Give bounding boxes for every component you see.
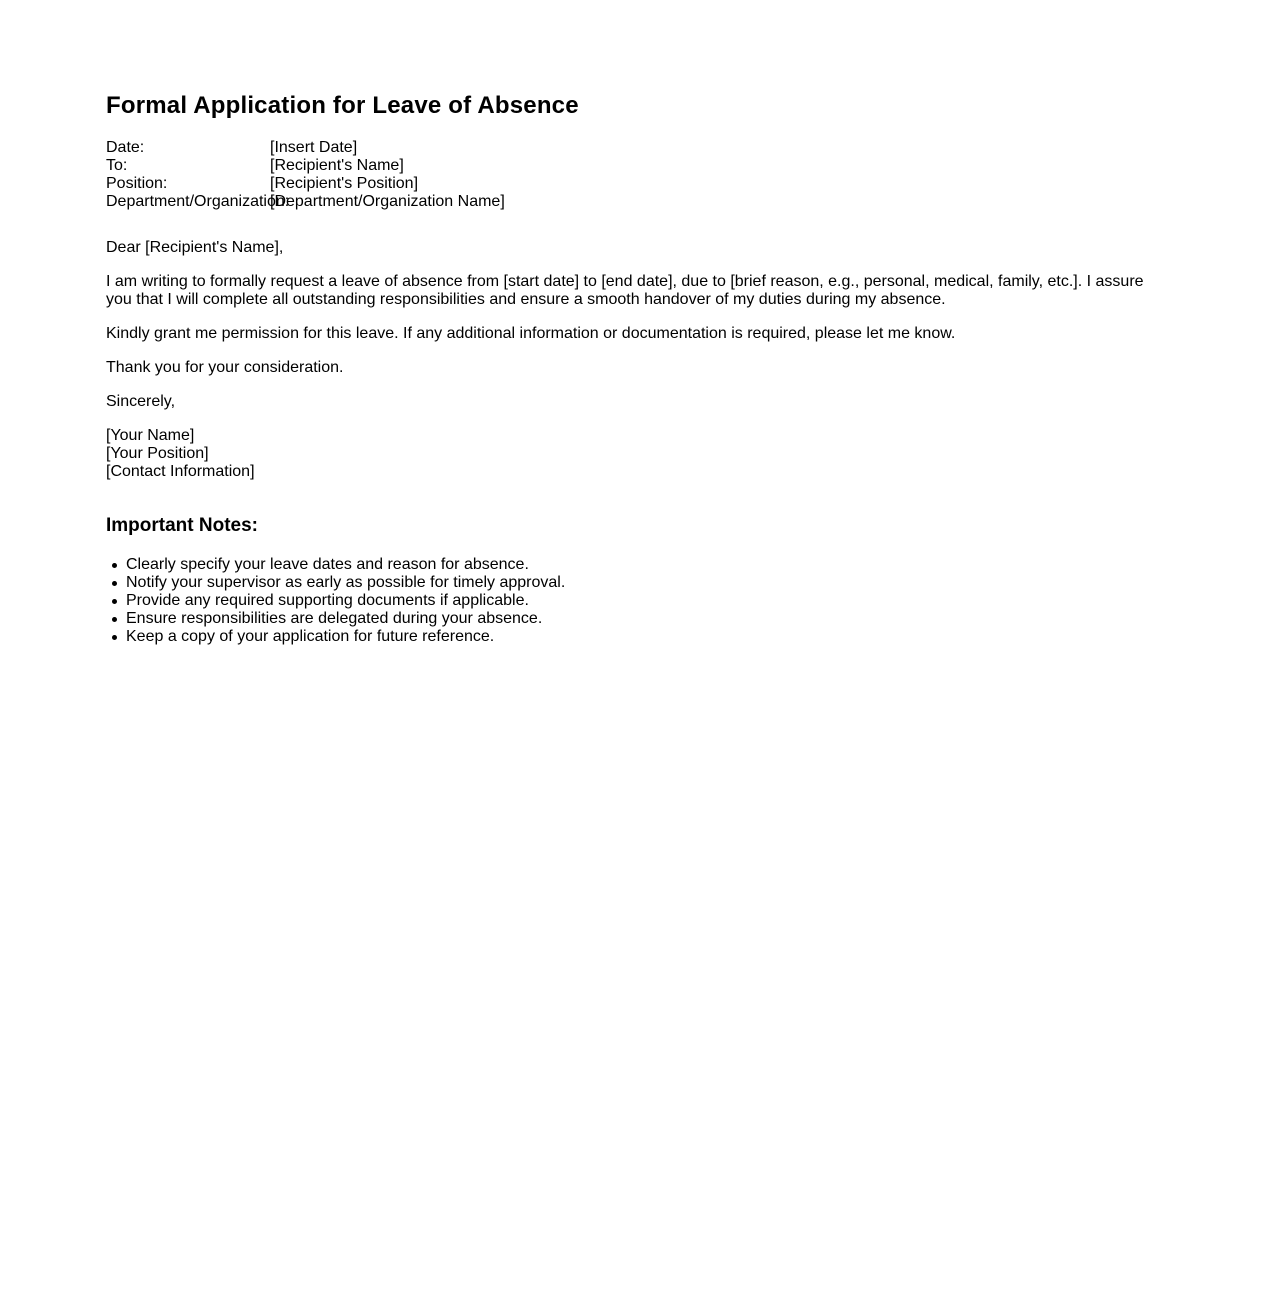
notes-list <box>106 556 565 646</box>
meta-label: To: <box>106 157 128 174</box>
letter-body <box>106 239 1156 497</box>
signature-position: [Your Position] <box>106 445 209 462</box>
list-item <box>126 574 565 592</box>
meta-value: [Department/Organization Name] <box>270 193 505 210</box>
meta-value: [Insert Date] <box>270 139 358 156</box>
list-item <box>126 592 565 610</box>
bullet-icon <box>112 581 117 586</box>
list-item <box>126 628 565 646</box>
letter-paragraph-request: I am writing to formally request a leave of absence from [start date] to [end date], due to [brief reason, e.g., personal, medical, family, etc.]. I assure you that I will complete all outstanding responsibilities and ensure a smooth handover of my duties during my absence. <box>106 273 1144 308</box>
list-item <box>126 556 565 574</box>
note-text: Ensure responsibilities are delegated during your absence. <box>126 610 543 627</box>
meta-value: [Recipient's Position] <box>270 175 419 192</box>
meta-label: Date: <box>106 139 145 156</box>
note-text: Clearly specify your leave dates and reason for absence. <box>126 556 529 573</box>
signature-block <box>106 427 1156 481</box>
meta-label: Department/Organization: <box>106 193 290 210</box>
bullet-icon <box>112 599 117 604</box>
note-text: Provide any required supporting documents if applicable. <box>126 592 529 609</box>
page-title: Formal Application for Leave of Absence <box>106 92 579 119</box>
signature-contact: [Contact Information] <box>106 463 255 480</box>
list-item <box>126 610 565 628</box>
note-text: Keep a copy of your application for future reference. <box>126 628 495 645</box>
note-text: Notify your supervisor as early as possible for timely approval. <box>126 574 566 591</box>
bullet-icon <box>112 635 117 640</box>
bullet-icon <box>112 617 117 622</box>
salutation: Dear [Recipient's Name], <box>106 239 284 256</box>
closing: Sincerely, <box>106 393 176 410</box>
bullet-icon <box>112 563 117 568</box>
meta-value: [Recipient's Name] <box>270 157 404 174</box>
letter-paragraph-thanks: Thank you for your consideration. <box>106 359 344 376</box>
notes-heading: Important Notes: <box>106 515 258 536</box>
meta-label: Position: <box>106 175 168 192</box>
letter-paragraph-permission: Kindly grant me permission for this leave. If any additional information or documentation is required, please let me know. <box>106 325 956 342</box>
signature-name: [Your Name] <box>106 427 195 444</box>
